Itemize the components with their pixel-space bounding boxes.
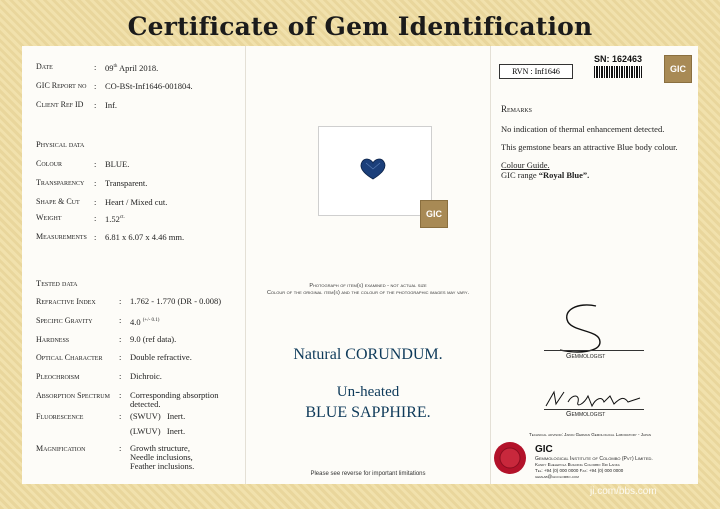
field-value: Heart / Mixed cut.: [105, 197, 168, 207]
field-label: Client Ref ID: [36, 100, 84, 109]
field-label: Pleochroism: [36, 372, 80, 381]
field-label: Transparency: [36, 178, 85, 187]
field-value: 9.0 (ref data).: [130, 334, 177, 344]
date-suffix: th: [113, 64, 118, 69]
colon: :: [94, 81, 97, 91]
field-label: Fluorescence: [36, 412, 84, 421]
weight-value: 1.52: [105, 213, 120, 224]
gic-logo-top: GIC: [664, 55, 692, 83]
signature-1: [548, 300, 628, 360]
photo-caption: Photograph of item(s) examined - not actual size: [309, 283, 427, 289]
remark-line: No indication of thermal enhancement detected.: [501, 124, 665, 134]
lwuv-value: Inert.: [166, 426, 186, 436]
colon: :: [94, 178, 97, 188]
field-value: CO-BSt-Inf1646-001804.: [105, 81, 193, 91]
remarks-heading: Remarks: [501, 104, 533, 114]
date-day: 09: [105, 62, 114, 73]
colour-range: [501, 170, 589, 180]
field-value: [130, 426, 185, 437]
gemmologist-label: Gemmologist: [566, 411, 606, 418]
field-label: Date: [36, 62, 53, 71]
range-prefix: GIC range: [501, 170, 539, 180]
colon: :: [94, 62, 97, 72]
signature-line: [544, 409, 644, 410]
weight-unit: ct.: [119, 215, 125, 220]
fold-line: [490, 46, 491, 484]
certificate-title: Certificate of Gem Identification: [127, 12, 593, 41]
field-value: [130, 315, 159, 328]
remark-line: This gemstone bears an attractive Blue body colour.: [501, 142, 678, 152]
field-value: Transparent.: [105, 178, 148, 188]
watermark: ji.com/bbs.com: [590, 486, 657, 497]
field-label: Magnification: [36, 444, 86, 453]
colon: :: [119, 371, 122, 381]
colon: :: [119, 334, 122, 344]
field-value: 6.81 x 6.07 x 4.46 mm.: [105, 232, 185, 242]
colon: :: [94, 159, 97, 169]
field-value: [105, 61, 158, 74]
field-label: Shape & Cut: [36, 197, 80, 206]
variety: BLUE SAPPHIRE.: [305, 404, 431, 421]
signature-line: [544, 350, 644, 351]
heart-gem-icon: [319, 127, 431, 215]
colour-guide: Colour Guide.: [501, 160, 550, 170]
field-value: 1.762 - 1.770 (DR - 0.008): [130, 296, 222, 306]
gem-photo: [318, 126, 432, 216]
field-value: Needle inclusions,: [130, 452, 193, 462]
field-label: GIC Report no: [36, 81, 87, 90]
serial-number: SN: 162463: [594, 54, 643, 64]
colon: :: [119, 315, 122, 325]
colon: :: [119, 411, 122, 421]
field-value: Dichroic.: [130, 371, 162, 381]
colon: :: [119, 352, 122, 362]
colon: :: [94, 100, 97, 110]
tech-advisor: Technical advisor: Japan German Gemological Laboratory - Japan: [529, 432, 651, 437]
field-label: Specific Gravity: [36, 316, 93, 325]
field-value: Inf.: [105, 100, 118, 110]
field-label: Optical Character: [36, 353, 103, 362]
field-label: Measurements: [36, 232, 87, 241]
field-value: [105, 212, 125, 225]
wax-seal-icon: [492, 440, 528, 476]
colon: :: [94, 232, 97, 242]
date-rest: April 2018.: [117, 62, 159, 73]
field-label: Absorption Spectrum: [36, 391, 110, 400]
colon: :: [119, 390, 122, 400]
field-value: [130, 411, 185, 422]
field-label: Hardness: [36, 335, 70, 344]
field-label: Colour: [36, 159, 63, 168]
photo-caption-note: Colour of the original item(s) and the colour of the photographic images may vary.: [266, 290, 470, 296]
colon: :: [119, 443, 122, 453]
sg-value: 4.0: [130, 316, 141, 327]
gemmologist-label: Gemmologist: [566, 353, 606, 360]
institute-line: Kandy Ehelepola Building Colombo Sri Lanka: [535, 462, 620, 467]
gic-logo: GIC: [420, 200, 448, 228]
footer-note: Please see reverse for important limitations: [310, 471, 426, 477]
lwuv-label: (LWUV): [130, 426, 161, 436]
barcode: [594, 66, 642, 78]
species: Natural CORUNDUM.: [293, 346, 443, 363]
sg-tolerance: (+/- 0.1): [142, 318, 160, 323]
field-value: Growth structure,: [130, 443, 190, 453]
swuv-label: (SWUV): [130, 411, 161, 421]
colon: :: [94, 197, 97, 207]
colon: :: [94, 213, 97, 223]
tested-heading: Tested data: [36, 278, 78, 288]
range-value: “Royal Blue”.: [538, 170, 590, 180]
institute-line: Tel: +94 (0) 000 0000 Fax: +94 (0) 000 0000: [535, 468, 624, 473]
field-value: BLUE.: [105, 159, 130, 169]
rvn-box: RVN : Inf1646: [499, 64, 573, 79]
swuv-value: Inert.: [167, 411, 186, 421]
institute-line: gemlab@gicolombo.com: [535, 474, 579, 479]
field-value: detected.: [130, 399, 161, 409]
physical-heading: Physical data: [36, 139, 85, 149]
field-label: Refractive Index: [36, 297, 96, 306]
treatment: Un-heated: [336, 384, 400, 400]
institute-line: Gemmological Institute of Colombo (Pvt) Limited.: [535, 456, 653, 462]
field-value: Double refractive.: [130, 352, 192, 362]
colon: :: [119, 296, 122, 306]
institute-name: GIC: [535, 444, 553, 455]
field-label: Weight: [36, 213, 62, 222]
field-value: Corresponding absorption: [130, 390, 219, 400]
field-value: Feather inclusions.: [130, 461, 195, 471]
